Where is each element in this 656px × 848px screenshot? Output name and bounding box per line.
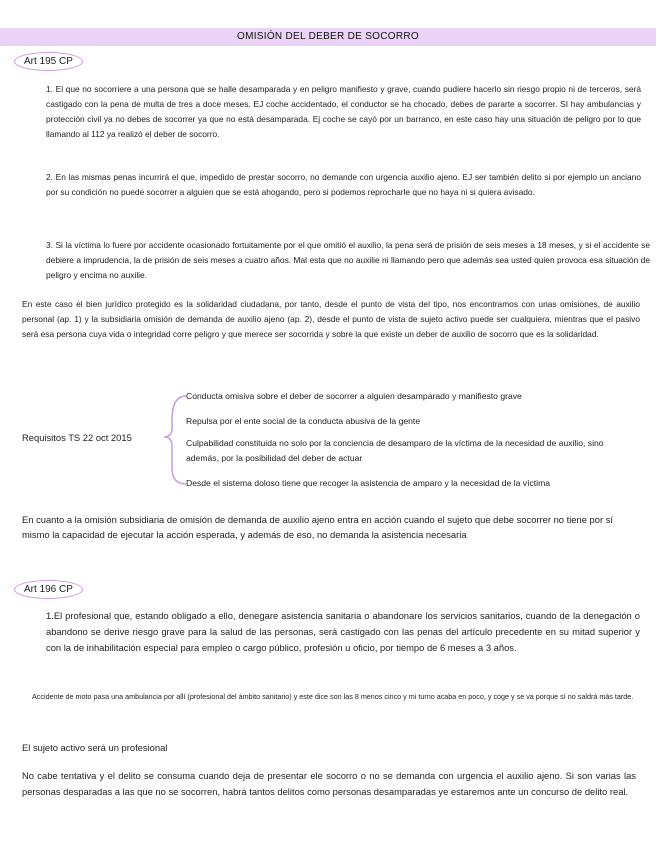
art195-paragraph-2: 2. En las mismas penas incurrirá el que, impedido de prestar socorro, no demande con urgencia auxilio ajeno. EJ ser también delito si por ejemplo un anciano por su condición no puede socorrer a alguien que se está ahogando, pero si podemos reprocharle que no haya ni si quiera avisado. (46, 172, 641, 197)
art196-paragraph-1: 1.El profesional que, estando obligado a ello, denegare asistencia sanitaria o abandonare los servicios sanitarios, cuando de la denegación o abandono se derive riesgo grave para la salud de las personas, será castigado con las penas del artículo precedente en su mitad superior y con la de inhabilitación especial para empleo o cargo público, profesión u oficio, por tiempo de 6 meses a 3 años. (46, 610, 640, 653)
sujeto-activo-line: El sujeto activo será un profesional (22, 742, 168, 753)
page-title: OMISIÓN DEL DEBER DE SOCORRO (0, 28, 656, 46)
requisito-item: Culpabilidad constituida no solo por la conciencia de desamparo de la víctima de la necesidad de auxilio, sino además, por la posibilidad del deber de actuar (186, 438, 604, 463)
article-badge-195: Art 195 CP (14, 52, 83, 71)
art196-example: Accidente de moto pasa una ambulancia por allí (profesional del ámbito sanitario) y este dice son las 8 menos cinco y mi turno acaba en poco, y coge y se va porque sí no saldrá más tarde. (32, 692, 634, 701)
requisitos-label: Requisitos TS 22 oct 2015 (22, 432, 132, 443)
article-badge-196: Art 196 CP (14, 580, 83, 599)
requisito-item: Desde el sistema doloso tiene que recoger la asistencia de amparo y la necesidad de la víctima (186, 478, 551, 488)
requisito-item: Repulsa por el ente social de la conducta abusiva de la gente (186, 416, 421, 426)
tentativa-paragraph: No cabe tentativa y el delito se consuma cuando deja de presentar ele socorro o no se demanda con urgencia el auxilio ajeno. Si son varias las personas desparadas a las que no se socorren, habrá tantos delitos como personas desamparadas ye estaremos ante un concurso de delito real. (22, 770, 636, 797)
requisito-item: Conducta omisiva sobre el deber de socorrer a alguien desamparado y manifiesto grave (186, 391, 522, 401)
art195-paragraph-3: 3. Si la víctima lo fuere por accidente ocasionado fortuitamente por el que omitió el auxilio, la pena será de prisión de seis meses a 18 meses, y si el accidente se debiere a imprudencia, la de prisión de seis meses a cuatro años. Mal esta que no auxilie ni llamando pero que además sea usted quien provoca esa situación de peligro y encima no auxilie. (46, 240, 650, 280)
omision-subsidiaria-paragraph: En cuanto a la omisión subsidiaria de omisión de demanda de auxilio ajeno entra en acción cuando el sujeto que debe socorrer no tiene por sí mismo la capacidad de ejecutar la acción esperada, y además de eso, no demanda la asistencia necesaria (22, 514, 614, 540)
art195-paragraph-1: 1. El que no socorriere a una persona que se halle desamparada y en peligro manifiesto y grave, cuando pudiere hacerlo sin riesgo propio ni de terceros, será castigado con la pena de multa de tres a doce meses. EJ coche accidentado, el conductor se ha chocado, debes de pararte a socorrer. SI hay ambulancias y protección civil ya no debes de socorrer ya que no está desamparada. Ej coche se cayó por un barranco, en este caso hay una situación de peligro por lo que llamando al 112 ya realizó el deber de socorro. (46, 84, 641, 139)
art195-commentary: En este caso el bien jurídico protegido es la solidaridad ciudadana, por tanto, desde el punto de vista del tipo, nos encontramos con unas omisiones, de auxilio personal (ap. 1) y la subsidiaria omisión de demanda de auxilio ajeno (ap. 2), desde el punto de vista de sujeto activo puede ser cualquiera, mientras que el pasivo será esa persona cuya vida o integridad corre peligro y que merece ser socorrida y sobre la que existe un deber de auxilio de socorro que es la solidaridad. (22, 299, 640, 339)
